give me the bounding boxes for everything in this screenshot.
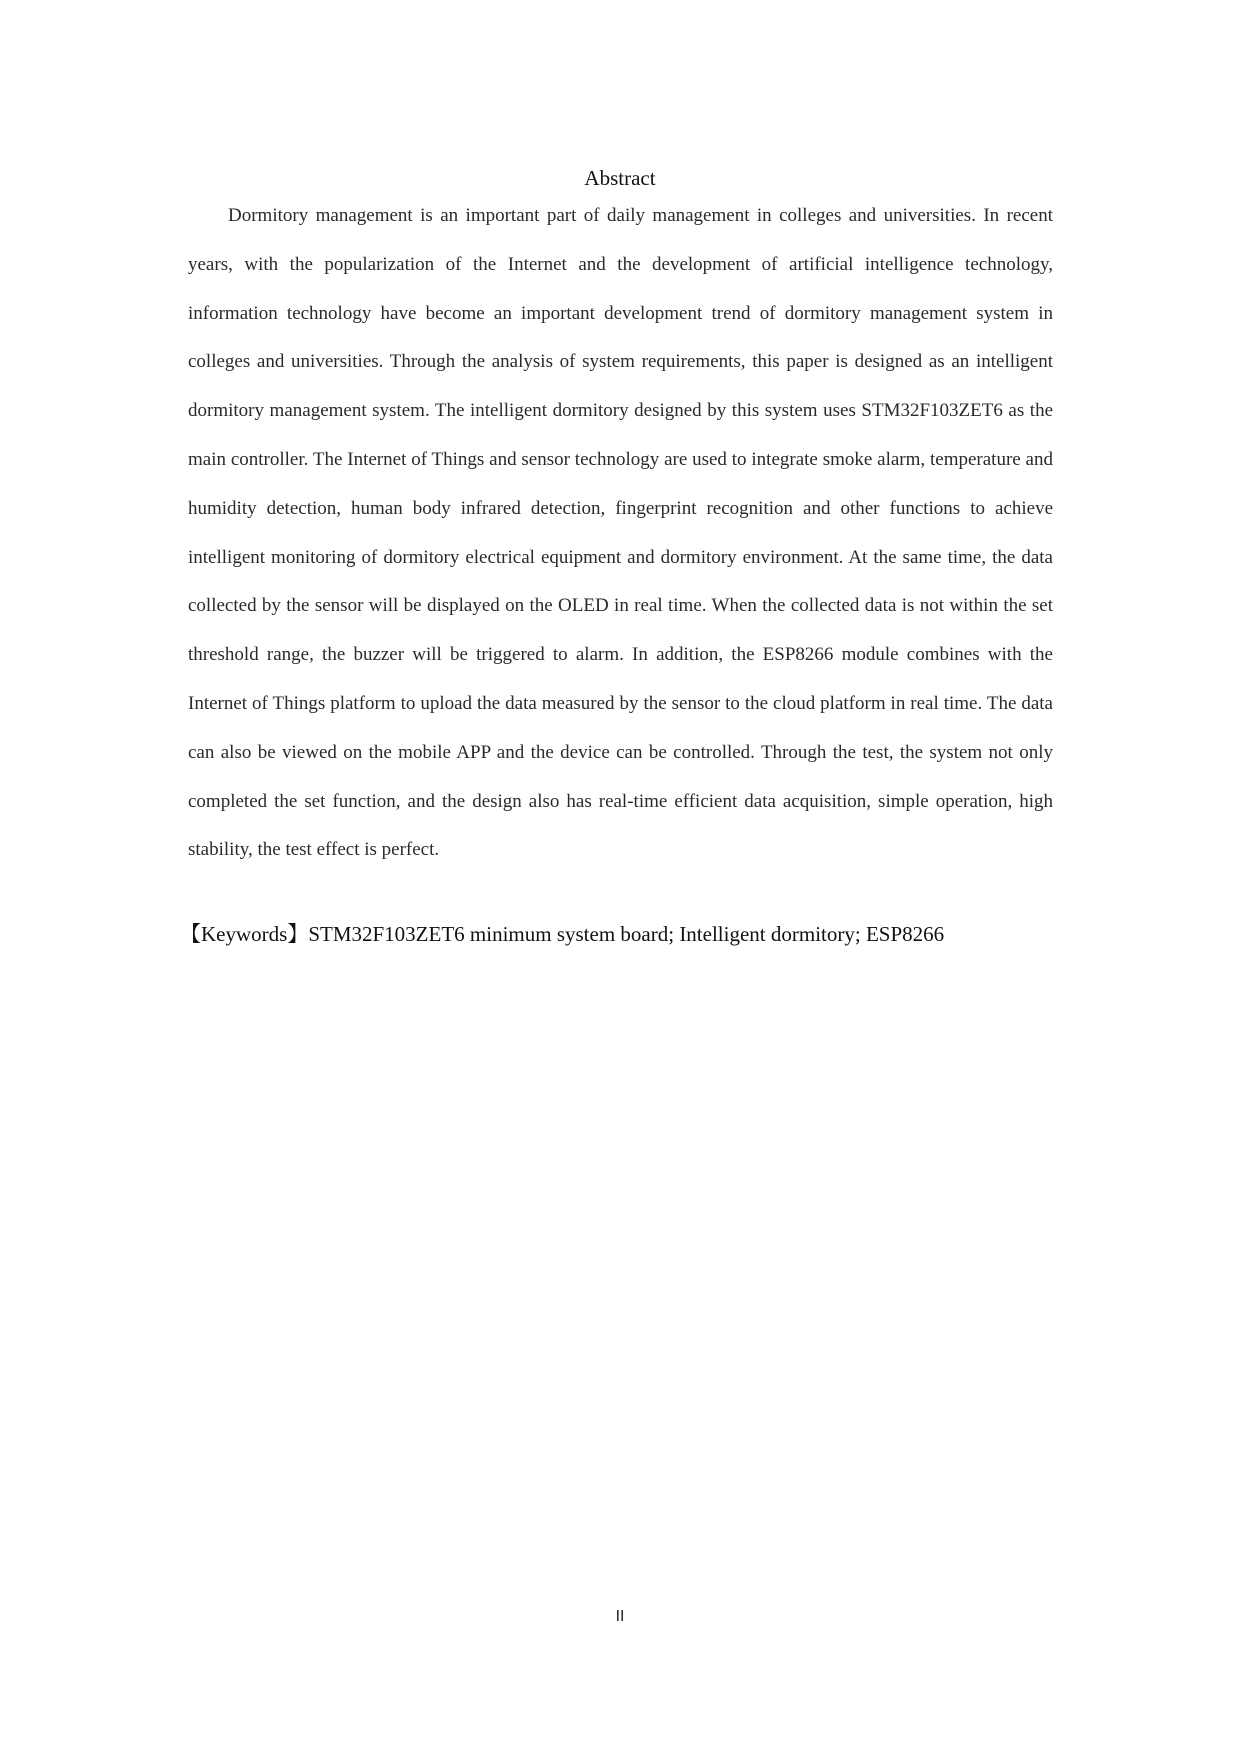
keywords-line: 【Keywords】STM32F103ZET6 minimum system board; Intelligent dormitory; ESP8266 <box>180 922 945 946</box>
abstract-title: Abstract <box>584 166 656 190</box>
abstract-body: Dormitory management is an important part of daily management in colleges and universities. In recent years, with the popularization of the Internet and the development of artificial intelligence technology, information technology have become an important development trend of dormitory management system in colleges and universities. Through the analysis of system requirements, this paper is designed as an intelligent dormitory management system. The intelligent dormitory designed by this system uses STM32F103ZET6 as the main controller. The Internet of Things and sensor technology are used to integrate smoke alarm, temperature and humidity detection, human body infrared detection, fingerprint recognition and other functions to achieve intelligent monitoring of dormitory electrical equipment and dormitory environment. At the same time, the data collected by the sensor will be displayed on the OLED in real time. When the collected data is not within the set threshold range, the buzzer will be triggered to alarm. In addition, the ESP8266 module combines with the Internet of Things platform to upload the data measured by the sensor to the cloud platform in real time. The data can also be viewed on the mobile APP and the device can be controlled. Through the test, the system not only completed the set function, and the design also has real-time efficient data acquisition, simple operation, high stability, the test effect is perfect. <box>188 205 1053 861</box>
page-number: II <box>615 1607 625 1625</box>
